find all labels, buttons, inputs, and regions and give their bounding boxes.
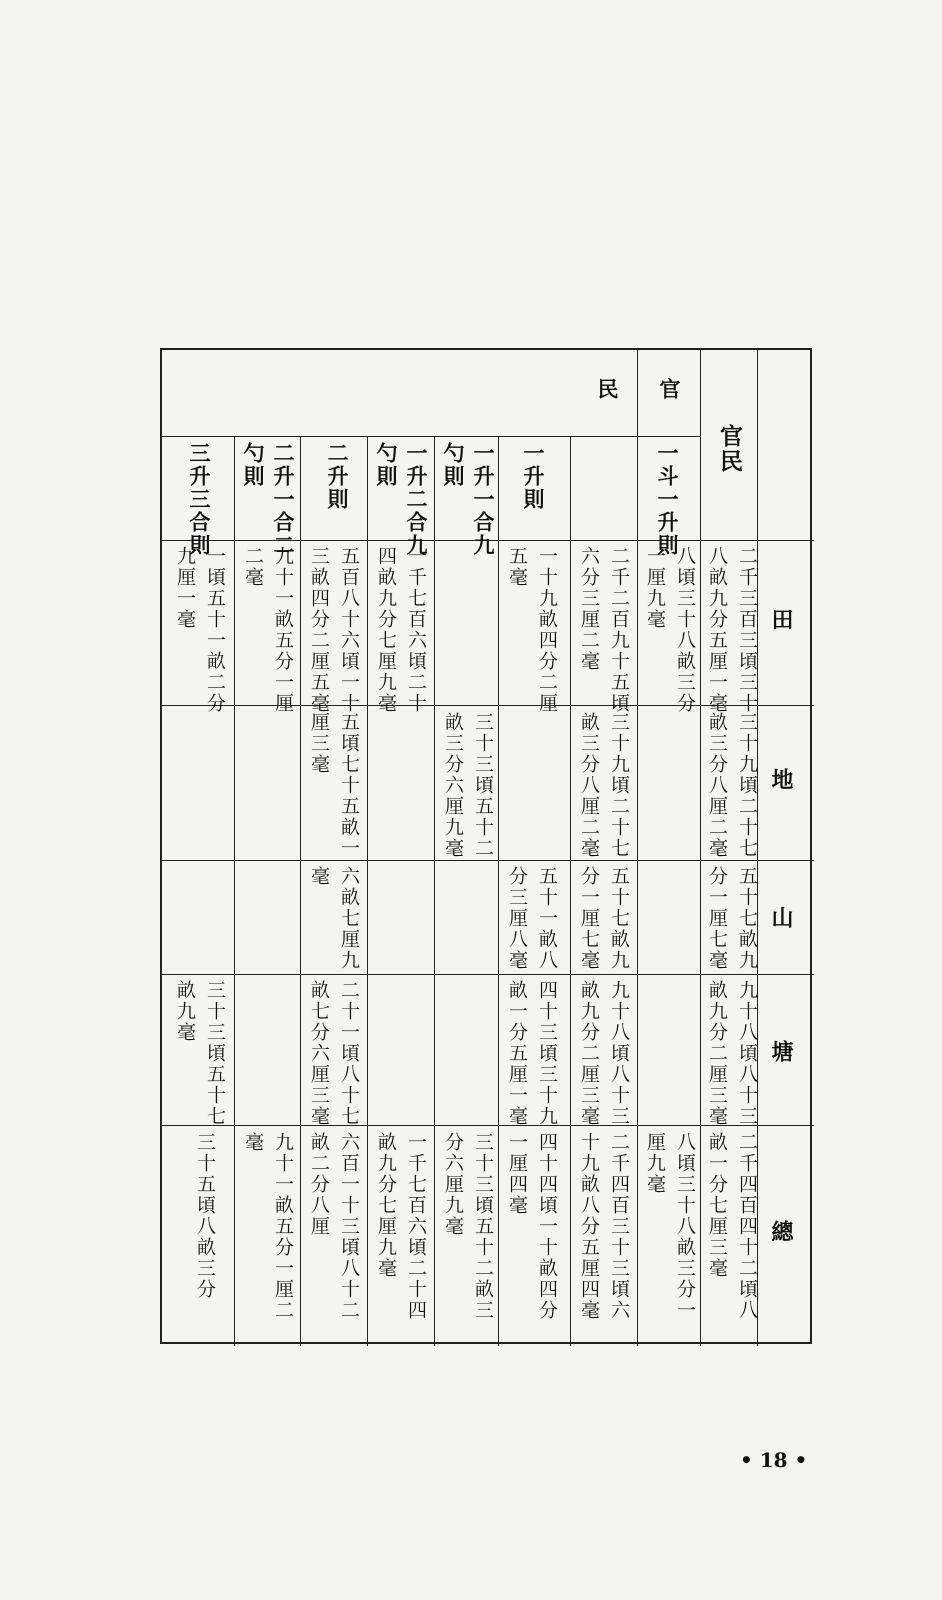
row-label-yisheng-erge-jiu: 一升二合九 勺則	[374, 442, 429, 557]
row-label-yisheng: 一升則	[521, 442, 546, 511]
cell-min-zong: 二千四百三十三頃六 十九畝八分五厘四毫	[578, 1132, 630, 1321]
row-label-sansheng-sange: 三升三合則	[187, 442, 212, 557]
column-header-tang: 塘	[768, 1040, 794, 1062]
cell-ersheng-tang: 二十一頃八十七 畝七分六厘三毫	[308, 980, 360, 1127]
group-header-guanmin: 官民	[716, 424, 743, 474]
cell-ersheng-zong: 六百一十三頃八十二 畝二分八厘	[308, 1132, 360, 1321]
column-header-shan: 山	[768, 906, 794, 928]
cell-guanmin-tang: 九十八頃八十三 畝九分二厘三毫	[706, 980, 758, 1127]
cell-yisheng-erge-jiu-tian: 一千七百六頃二十 四畝九分七厘九毫	[375, 546, 427, 714]
cell-sansheng-sange-tang: 三十三頃五十七 畝九毫	[174, 980, 226, 1127]
column-header-di: 地	[768, 768, 794, 790]
cell-guan-zong: 八頃三十八畝三分一 厘九毫	[644, 1132, 696, 1321]
row-label-ersheng: 二升則	[325, 442, 350, 511]
cell-yisheng-shan: 五十一畝八 分三厘八毫	[506, 866, 558, 971]
row-label-yisheng-yige-jiu: 一升一合九 勺則	[441, 442, 496, 557]
page-number: • 18 •	[740, 1448, 808, 1472]
cell-yisheng-tian: 一十九畝四分二厘 五毫	[506, 546, 558, 714]
cell-guanmin-tian: 二千三百三頃三十 八畝九分五厘一毫	[706, 546, 758, 714]
row-label-ersheng-yige-er: 二升一合二 勺則	[241, 442, 296, 557]
cell-min-di: 三十九頃二十七 畝三分八厘二毫	[578, 712, 630, 859]
cell-guanmin-shan: 五十七畝九 分一厘七毫	[706, 866, 758, 971]
cell-yisheng-yige-jiu-di: 三十三頃五十二 畝三分六厘九毫	[442, 712, 494, 859]
column-header-tian: 田	[768, 608, 794, 630]
land-statistics-table	[160, 348, 812, 1344]
cell-min-tian: 二千二百九十五頃 六分三厘二毫	[578, 546, 630, 714]
cell-yisheng-erge-jiu-zong: 一千七百六頃二十四 畝九分七厘九毫	[375, 1132, 427, 1321]
cell-yisheng-yige-jiu-zong: 三十三頃五十二畝三 分六厘九毫	[442, 1132, 494, 1321]
cell-guan-tian: 八頃三十八畝三分 一厘九毫	[644, 546, 696, 714]
cell-ersheng-shan: 六畝七厘九 毫	[308, 866, 360, 971]
cell-yisheng-tang: 四十三頃三十九 畝一分五厘一毫	[506, 980, 558, 1127]
cell-ersheng-yige-er-tian: 九十一畝五分一厘 二毫	[242, 546, 294, 714]
cell-ersheng-tian: 五百八十六頃一十 三畝四分二厘五毫	[308, 546, 360, 714]
cell-yisheng-zong: 四十四頃一十畝四分 一厘四毫	[506, 1132, 558, 1321]
cell-ersheng-yige-er-zong: 九十一畝五分一厘二 毫	[242, 1132, 294, 1321]
column-header-zong: 總	[768, 1220, 794, 1242]
cell-ersheng-di: 五頃七十五畝一 厘三毫	[308, 712, 360, 859]
cell-sansheng-sange-tian: 一頃五十一畝二分 九厘一毫	[174, 546, 226, 714]
cell-min-tang: 九十八頃八十三 畝九分二厘三毫	[578, 980, 630, 1127]
group-header-min: 民	[595, 378, 620, 401]
group-header-guan: 官	[657, 378, 682, 401]
cell-guanmin-zong: 二千四百四十二頃八 畝一分七厘三毫	[706, 1132, 758, 1321]
cell-guanmin-di: 三十九頃二十七 畝三分八厘二毫	[706, 712, 758, 859]
row-label-guan: 一斗一升則	[655, 442, 680, 557]
cell-sansheng-sange-zong: 三十五頃八畝三分	[194, 1132, 216, 1300]
cell-min-shan: 五十七畝九 分一厘七毫	[578, 866, 630, 971]
